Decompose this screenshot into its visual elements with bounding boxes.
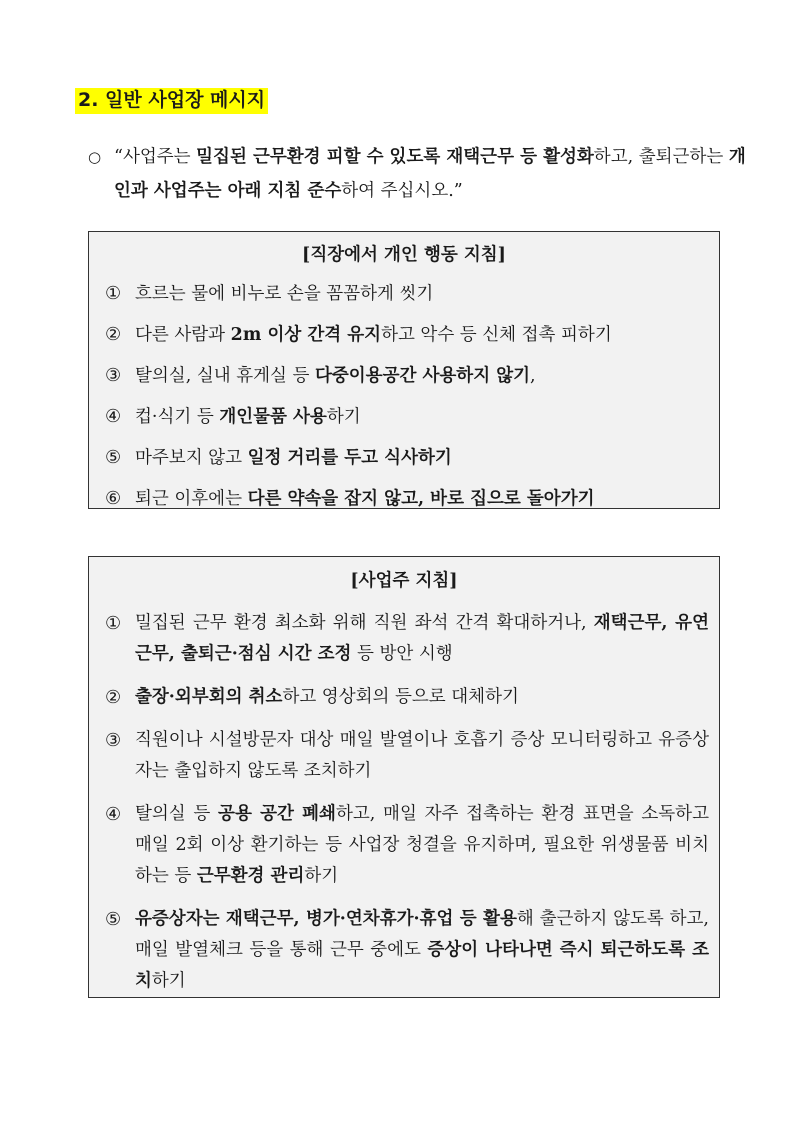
item-text: 마주보지 않고 일정 거리를 두고 식사하기 xyxy=(135,448,452,468)
list-item xyxy=(105,446,703,470)
item-text: 다른 사람과 2m 이상 간격 유지하고 악수 등 신체 접촉 피하기 xyxy=(135,325,612,345)
employer-guidelines-box xyxy=(88,556,720,998)
employer-guidelines-title: [사업주 지침] xyxy=(350,571,458,591)
list-item xyxy=(105,405,703,429)
item-number: ⑥ xyxy=(105,488,122,509)
list-item xyxy=(105,282,703,306)
personal-guidelines-title: [직장에서 개인 행동 지침] xyxy=(302,245,506,265)
employer-guidelines-list xyxy=(89,608,719,997)
item-number: ③ xyxy=(105,730,122,751)
list-item xyxy=(105,682,709,713)
item-number: ① xyxy=(105,283,122,304)
item-text: 퇴근 이후에는 다른 약속을 잡지 않고, 바로 집으로 돌아가기 xyxy=(135,489,595,509)
bullet-icon: ○ xyxy=(88,148,102,166)
list-item xyxy=(105,487,703,511)
item-text: 컵·식기 등 개인물품 사용하기 xyxy=(135,407,361,427)
item-text: 직원이나 시설방문자 대상 매일 발열이나 호흡기 증상 모니터링하고 유증상자는 출입하지 않도록 조치하기 xyxy=(135,730,709,781)
item-number: ① xyxy=(105,613,122,634)
list-item xyxy=(105,725,709,787)
list-item xyxy=(105,323,703,347)
item-number: ④ xyxy=(105,406,122,427)
item-text: 흐르는 물에 비누로 손을 꼼꼼하게 씻기 xyxy=(135,284,434,304)
item-number: ② xyxy=(105,687,122,708)
intro-paragraph xyxy=(88,140,748,208)
personal-guidelines-box xyxy=(88,231,720,509)
item-number: ⑤ xyxy=(105,447,122,468)
item-text: 밀집된 근무 환경 최소화 위해 직원 좌석 간격 확대하거나, 재택근무, 유연근무, 출퇴근·점심 시간 조정 등 방안 시행 xyxy=(135,613,709,664)
item-number: ⑤ xyxy=(105,909,122,930)
list-item xyxy=(105,904,709,997)
item-text: 탈의실 등 공용 공간 폐쇄하고, 매일 자주 접촉하는 환경 표면을 소독하고 매일 2회 이상 환기하는 등 사업장 청결을 유지하며, 필요한 위생물품 비치하는 등 근무환경 관리하기 xyxy=(135,804,709,886)
item-text: 출장·외부회의 취소하고 영상회의 등으로 대체하기 xyxy=(135,687,519,707)
item-text: 유증상자는 재택근무, 병가·연차휴가·휴업 등 활용해 출근하지 않도록 하고, 매일 발열체크 등을 통해 근무 중에도 증상이 나타나면 즉시 퇴근하도록 조치하기 xyxy=(135,909,710,991)
list-item xyxy=(105,608,709,670)
section-heading: 2. 일반 사업장 메시지 xyxy=(75,88,268,114)
item-number: ② xyxy=(105,324,122,345)
personal-guidelines-list xyxy=(89,282,719,511)
item-number: ③ xyxy=(105,365,122,386)
intro-text: “사업주는 밀집된 근무환경 피할 수 있도록 재택근무 등 활성화하고, 출퇴근하는 개인과 사업주는 아래 지침 준수하여 주십시오.” xyxy=(114,147,746,201)
list-item xyxy=(105,799,709,892)
list-item xyxy=(105,364,703,388)
item-number: ④ xyxy=(105,804,122,825)
item-text: 탈의실, 실내 휴게실 등 다중이용공간 사용하지 않기, xyxy=(135,366,536,386)
